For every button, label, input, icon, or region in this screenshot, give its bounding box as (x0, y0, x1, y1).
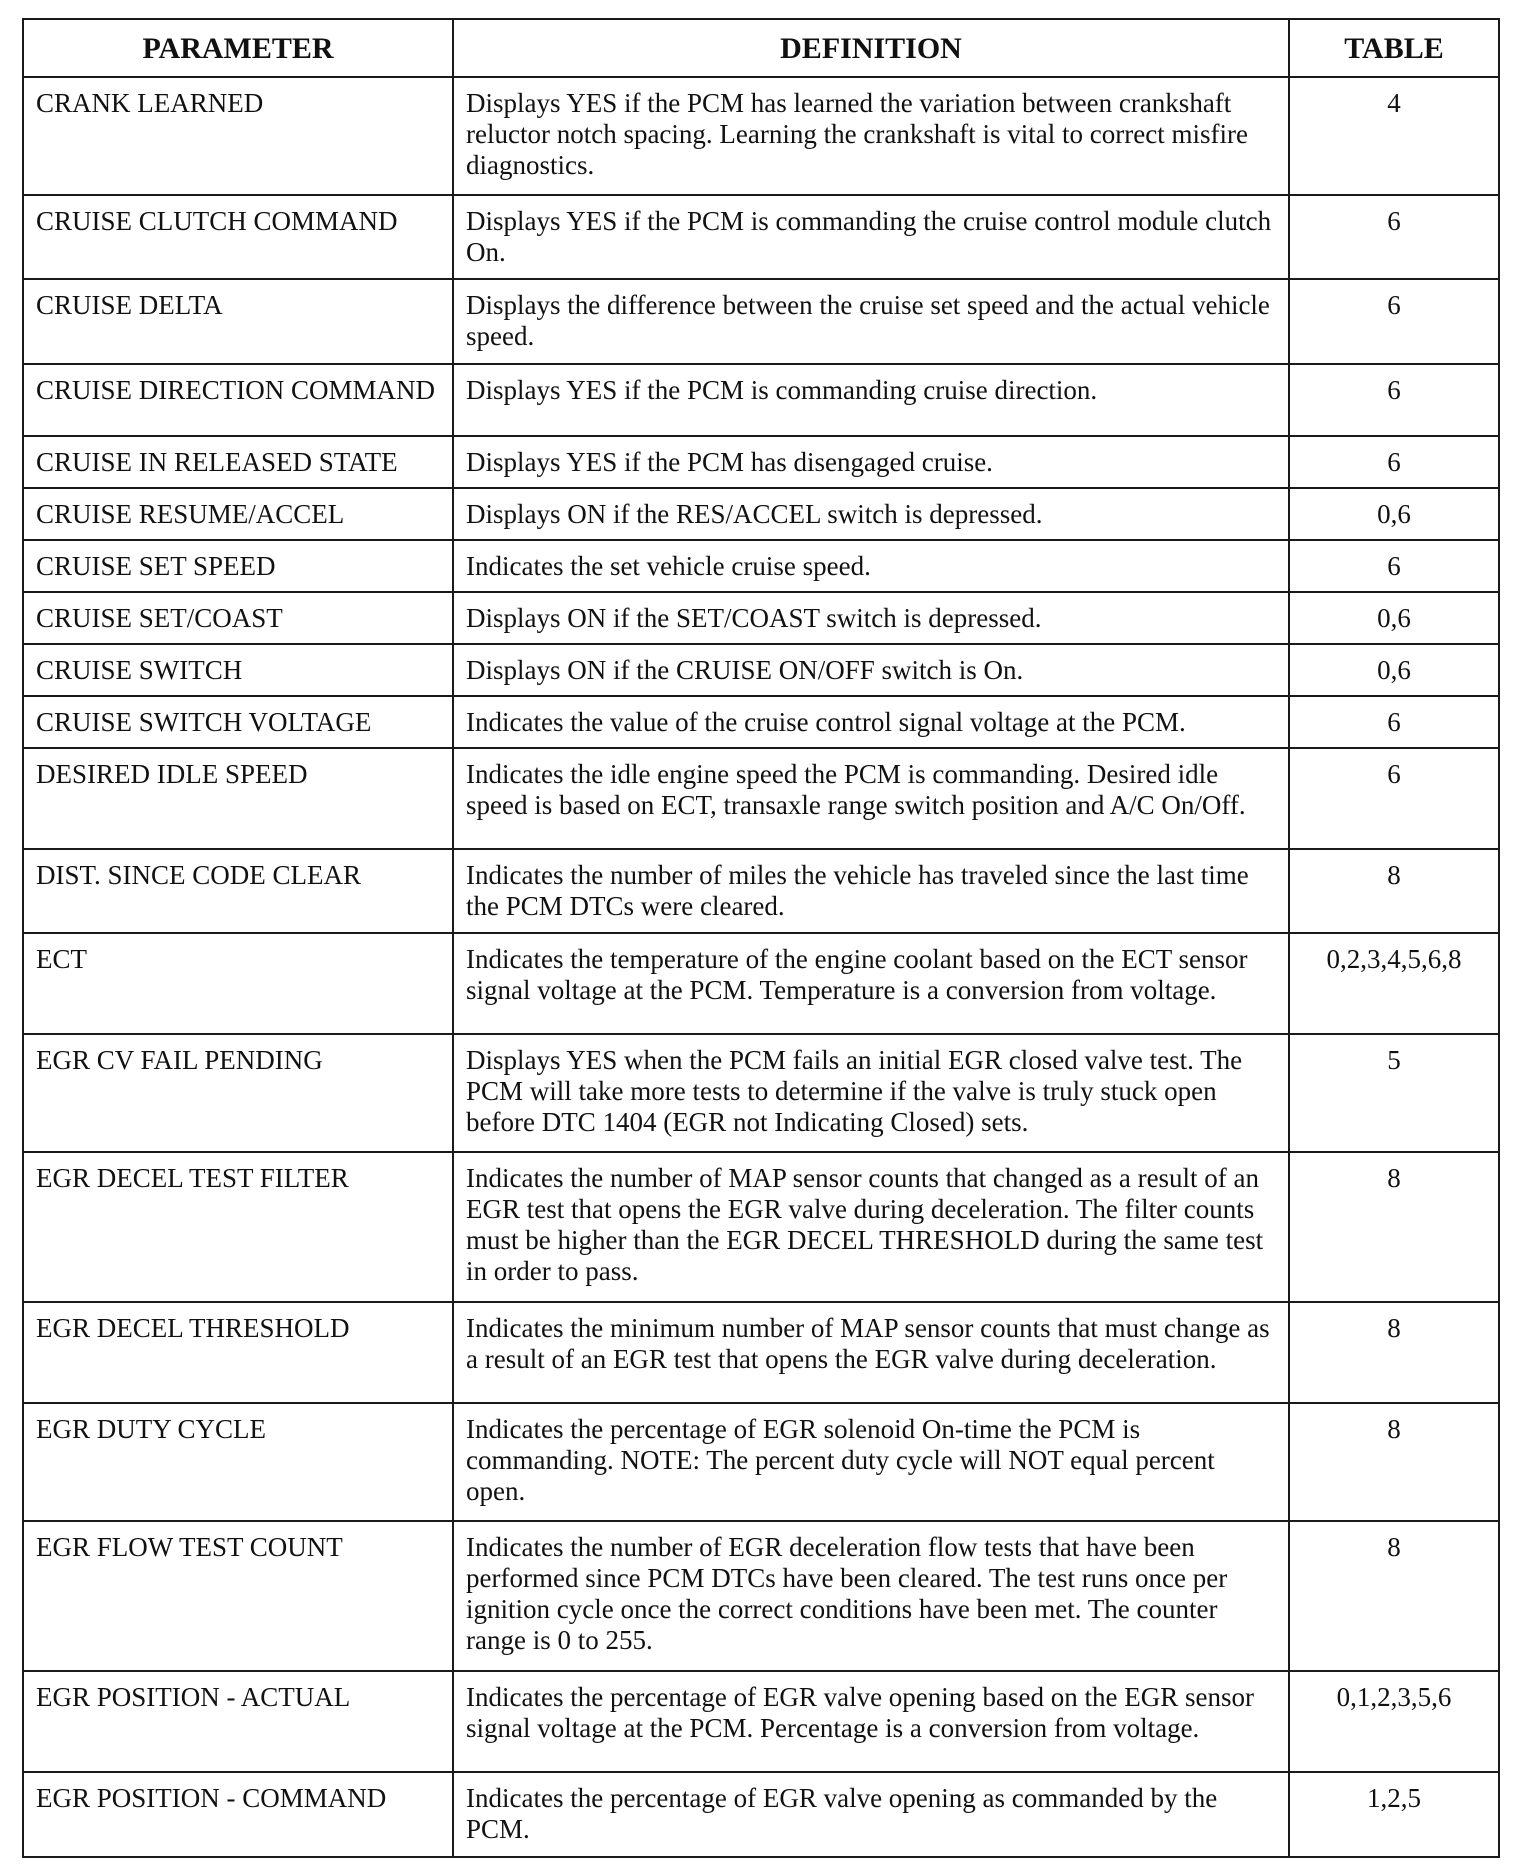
table-row (23, 1302, 1499, 1403)
document-page (22, 18, 1498, 1858)
definition-cell: Displays YES if the PCM is commanding the cruise control module clutch On. (453, 195, 1289, 280)
table-ref-cell: 6 (1289, 696, 1499, 748)
parameter-cell: CRUISE SET SPEED (23, 540, 453, 592)
header-table: TABLE (1289, 19, 1499, 77)
table-ref-cell: 8 (1289, 849, 1499, 934)
parameter-cell: DIST. SINCE CODE CLEAR (23, 849, 453, 934)
definition-cell: Indicates the percentage of EGR valve opening as commanded by the PCM. (453, 1772, 1289, 1857)
parameter-cell: EGR FLOW TEST COUNT (23, 1521, 453, 1672)
parameter-cell: CRUISE RESUME/ACCEL (23, 488, 453, 540)
table-row (23, 644, 1499, 696)
definition-cell: Indicates the temperature of the engine coolant based on the ECT sensor signal voltage at the PCM. Temperature is a conversion from voltage. (453, 933, 1289, 1034)
table-row (23, 1152, 1499, 1303)
table-row (23, 592, 1499, 644)
table-ref-cell: 0,2,3,4,5,6,8 (1289, 933, 1499, 1034)
parameter-cell: EGR CV FAIL PENDING (23, 1034, 453, 1152)
table-row (23, 1034, 1499, 1152)
table-ref-cell: 0,1,2,3,5,6 (1289, 1671, 1499, 1772)
definition-cell: Indicates the number of EGR deceleration flow tests that have been performed since PCM DTCs have been cleared. The test runs once per ignition cycle once the correct conditions have been met. The counter range is 0 to 255. (453, 1521, 1289, 1672)
table-row (23, 696, 1499, 748)
parameter-cell: EGR POSITION - ACTUAL (23, 1671, 453, 1772)
parameter-cell: CRUISE DELTA (23, 279, 453, 364)
table-ref-cell: 6 (1289, 279, 1499, 364)
parameter-cell: ECT (23, 933, 453, 1034)
table-row (23, 933, 1499, 1034)
table-row (23, 77, 1499, 195)
parameter-cell: CRUISE DIRECTION COMMAND (23, 364, 453, 436)
table-ref-cell: 6 (1289, 364, 1499, 436)
definition-cell: Displays YES if the PCM has disengaged cruise. (453, 436, 1289, 488)
header-row (23, 19, 1499, 77)
table-ref-cell: 5 (1289, 1034, 1499, 1152)
definition-cell: Displays ON if the SET/COAST switch is depressed. (453, 592, 1289, 644)
table-row (23, 849, 1499, 934)
parameter-cell: CRUISE SET/COAST (23, 592, 453, 644)
parameter-cell: EGR DECEL TEST FILTER (23, 1152, 453, 1303)
definition-cell: Displays the difference between the cruise set speed and the actual vehicle speed. (453, 279, 1289, 364)
definition-cell: Indicates the value of the cruise control signal voltage at the PCM. (453, 696, 1289, 748)
table-row (23, 364, 1499, 436)
definition-cell: Displays ON if the CRUISE ON/OFF switch is On. (453, 644, 1289, 696)
header-definition: DEFINITION (453, 19, 1289, 77)
table-body (23, 77, 1499, 1857)
table-row (23, 279, 1499, 364)
table-row (23, 748, 1499, 849)
definition-cell: Indicates the percentage of EGR solenoid On-time the PCM is commanding. NOTE: The percent duty cycle will NOT equal percent open. (453, 1403, 1289, 1521)
table-ref-cell: 0,6 (1289, 592, 1499, 644)
table-ref-cell: 6 (1289, 195, 1499, 280)
table-row (23, 488, 1499, 540)
parameter-cell: CRUISE SWITCH (23, 644, 453, 696)
table-ref-cell: 0,6 (1289, 488, 1499, 540)
parameter-cell: CRANK LEARNED (23, 77, 453, 195)
parameter-cell: CRUISE SWITCH VOLTAGE (23, 696, 453, 748)
definition-cell: Indicates the number of MAP sensor counts that changed as a result of an EGR test that opens the EGR valve during deceleration. The filter counts must be higher than the EGR DECEL THRESHOLD during the same test in order to pass. (453, 1152, 1289, 1303)
definition-cell: Displays ON if the RES/ACCEL switch is depressed. (453, 488, 1289, 540)
table-ref-cell: 1,2,5 (1289, 1772, 1499, 1857)
parameter-cell: CRUISE CLUTCH COMMAND (23, 195, 453, 280)
table-ref-cell: 6 (1289, 540, 1499, 592)
table-ref-cell: 8 (1289, 1302, 1499, 1403)
parameter-cell: EGR DUTY CYCLE (23, 1403, 453, 1521)
table-ref-cell: 8 (1289, 1521, 1499, 1672)
parameter-cell: EGR POSITION - COMMAND (23, 1772, 453, 1857)
table-row (23, 436, 1499, 488)
table-ref-cell: 8 (1289, 1152, 1499, 1303)
definition-cell: Displays YES if the PCM has learned the variation between crankshaft reluctor notch spacing. Learning the crankshaft is vital to correct misfire diagnostics. (453, 77, 1289, 195)
definition-cell: Displays YES if the PCM is commanding cruise direction. (453, 364, 1289, 436)
table-row (23, 1403, 1499, 1521)
table-row (23, 540, 1499, 592)
definition-cell: Indicates the number of miles the vehicle has traveled since the last time the PCM DTCs were cleared. (453, 849, 1289, 934)
definition-cell: Indicates the minimum number of MAP sensor counts that must change as a result of an EGR test that opens the EGR valve during deceleration. (453, 1302, 1289, 1403)
table-ref-cell: 6 (1289, 436, 1499, 488)
parameter-cell: DESIRED IDLE SPEED (23, 748, 453, 849)
table-ref-cell: 4 (1289, 77, 1499, 195)
definition-cell: Indicates the set vehicle cruise speed. (453, 540, 1289, 592)
definition-cell: Indicates the percentage of EGR valve opening based on the EGR sensor signal voltage at the PCM. Percentage is a conversion from voltage. (453, 1671, 1289, 1772)
parameter-table (22, 18, 1500, 1858)
table-row (23, 195, 1499, 280)
table-row (23, 1671, 1499, 1772)
parameter-cell: CRUISE IN RELEASED STATE (23, 436, 453, 488)
table-row (23, 1772, 1499, 1857)
table-ref-cell: 8 (1289, 1403, 1499, 1521)
table-header (23, 19, 1499, 77)
table-ref-cell: 0,6 (1289, 644, 1499, 696)
definition-cell: Displays YES when the PCM fails an initial EGR closed valve test. The PCM will take more tests to determine if the valve is truly stuck open before DTC 1404 (EGR not Indicating Closed) sets. (453, 1034, 1289, 1152)
table-ref-cell: 6 (1289, 748, 1499, 849)
parameter-cell: EGR DECEL THRESHOLD (23, 1302, 453, 1403)
header-parameter: PARAMETER (23, 19, 453, 77)
table-row (23, 1521, 1499, 1672)
definition-cell: Indicates the idle engine speed the PCM is commanding. Desired idle speed is based on ECT, transaxle range switch position and A/C On/Off. (453, 748, 1289, 849)
